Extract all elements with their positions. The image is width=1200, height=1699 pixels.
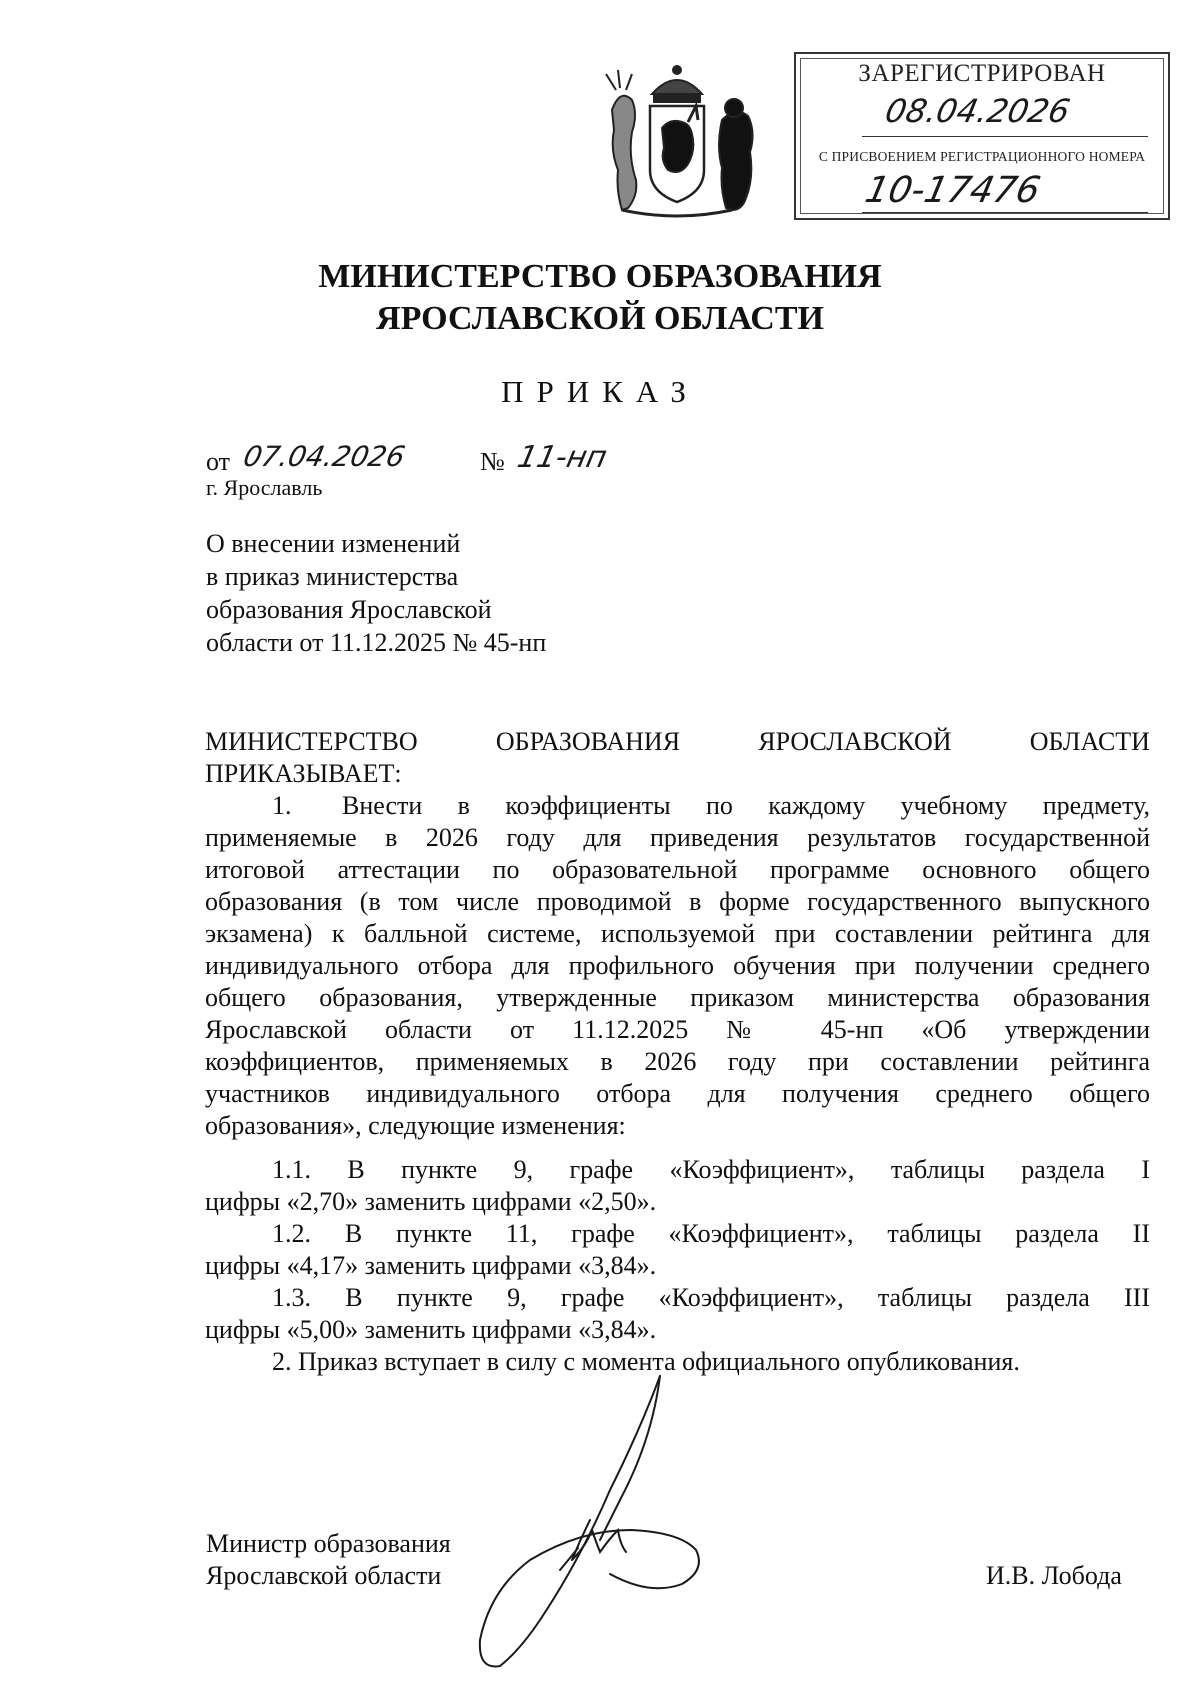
item1-line: итоговой аттестации по образовательной программе основного общего [205,855,1150,884]
date-prefix: от [206,447,231,476]
ministry-title-line1: МИНИСТЕРСТВО ОБРАЗОВАНИЯ [318,258,882,295]
signatory-position-line2: Ярославской области [206,1561,442,1590]
subject-line: О внесении изменений [206,529,461,558]
subitem-1-1: 1.1. В пункте 9, графе «Коэффициент», таблицы раздела I [272,1155,1150,1184]
handwritten-signature [460,1370,740,1670]
subitem-1-3-cont: цифры «5,00» заменить цифрами «3,84». [205,1315,657,1344]
document-date: 07.04.2026 [240,440,408,473]
item1-line: индивидуального отбора для профильного обучения при получении среднего [205,951,1150,980]
item1-line: образования (в том числе проводимой в форме государственного выпускного [205,887,1150,916]
stamp-number: 10-17476 [861,170,1044,211]
subject-line: в приказ министерства [206,562,459,591]
subitem-1-2: 1.2. В пункте 11, графе «Коэффициент», таблицы раздела II [272,1219,1150,1248]
subitem-1-1-cont: цифры «2,70» заменить цифрами «2,50». [205,1187,657,1216]
ministry-title-line2: ЯРОСЛАВСКОЙ ОБЛАСТИ [376,300,824,337]
stamp-subtitle: С ПРИСВОЕНИЕМ РЕГИСТРАЦИОННОГО НОМЕРА [818,149,1146,164]
subitem-1-2-cont: цифры «4,17» заменить цифрами «3,84». [205,1251,657,1280]
number-prefix: № [480,447,505,476]
item1-first-line: Внести в коэффициенты по каждому учебному предмету, [342,791,1150,820]
document-type-title: ПРИКАЗ [501,374,699,409]
stamp-title: ЗАРЕГИСТРИРОВАН [858,60,1106,87]
registration-stamp [794,52,1170,220]
item1-line: Ярославской области от 11.12.2025 № 45-нп «Об утверждении [205,1015,1150,1044]
item1-line: экзамена) к балльной системе, используемой при составлении рейтинга для [205,919,1150,948]
item1-line: коэффициентов, применяемых в 2026 году при составлении рейтинга [205,1047,1150,1076]
item1-line: общего образования, утвержденные приказом министерства образования [205,983,1150,1012]
stamp-number-line [862,212,1148,213]
signatory-name: И.В. Лобода [986,1561,1122,1590]
item1-line: применяемые в 2026 году для приведения результатов государственной [205,823,1150,852]
subject-line: области от 11.12.2025 № 45-нп [206,628,547,657]
city: г. Ярославль [206,475,323,500]
subject-line: образования Ярославской [206,595,492,624]
item1-line: участников индивидуального отбора для получения среднего общего [205,1079,1150,1108]
intro-line: МИНИСТЕРСТВО ОБРАЗОВАНИЯ ЯРОСЛАВСКОЙ ОБЛАСТИ [205,727,1150,756]
coat-of-arms-emblem [592,60,762,220]
item1-last-line: образования», следующие изменения: [205,1111,626,1140]
item1-number: 1. [272,791,292,820]
stamp-date: 08.04.2026 [881,92,1074,130]
subitem-1-3: 1.3. В пункте 9, графе «Коэффициент», таблицы раздела III [272,1283,1150,1312]
signatory-position-line1: Министр образования [206,1529,451,1558]
intro-prikazyvaet: ПРИКАЗЫВАЕТ: [205,759,402,788]
stamp-date-line [862,136,1148,137]
item2: 2. Приказ вступает в силу с момента официального опубликования. [272,1347,1020,1376]
document-number: 11-нп [514,440,610,475]
